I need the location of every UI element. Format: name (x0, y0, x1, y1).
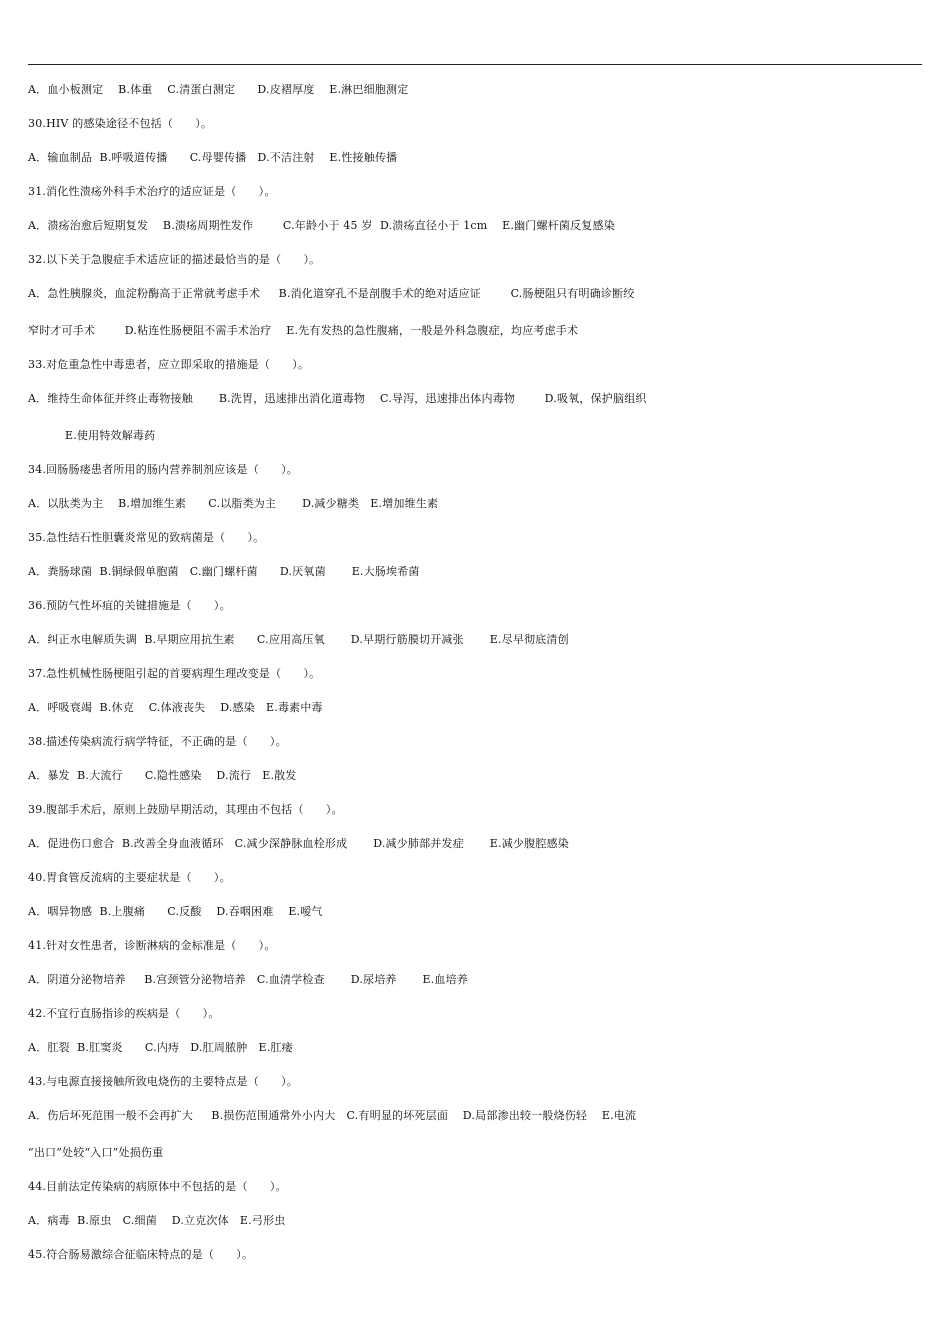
question-41: 41.针对女性患者，诊断淋病的金标准是（ ）。 (28, 939, 276, 952)
options-line-36: A．纠正水电解质失调 B.早期应用抗生素 C.应用高压氧 D.早期行筋膜切开减张 E.尽早彻底清创 (28, 633, 569, 646)
question-38: 38.描述传染病流行病学特征，不正确的是（ ）。 (28, 735, 287, 748)
question-37: 37.急性机械性肠梗阻引起的首要病理生理改变是（ ）。 (28, 667, 321, 680)
options-line-35: A．粪肠球菌 B.铜绿假单胞菌 C.幽门螺杆菌 D.厌氧菌 E.大肠埃希菌 (28, 565, 420, 578)
question-45: 45.符合肠易激综合征临床特点的是（ ）。 (28, 1248, 254, 1261)
question-30: 30.HIV 的感染途径不包括（ ）。 (28, 117, 213, 130)
question-42: 42.不宜行直肠指诊的疾病是（ ）。 (28, 1007, 220, 1020)
question-44: 44.目前法定传染病的病原体中不包括的是（ ）。 (28, 1180, 287, 1193)
question-33: 33.对危重急性中毒患者，应立即采取的措施是（ ）。 (28, 358, 310, 371)
question-36: 36.预防气性坏疽的关键措施是（ ）。 (28, 599, 231, 612)
question-39: 39.腹部手术后，原则上鼓励早期活动，其理由不包括（ ）。 (28, 803, 343, 816)
options-line-32-b: 窄时才可手术 D.粘连性肠梗阻不需手术治疗 E.先有发热的急性腹痛，一般是外科急腹症，均应考虑手术 (28, 324, 579, 337)
options-line-43-a: A．伤后坏死范围一般不会再扩大 B.损伤范围通常外小内大 C.有明显的坏死层面 D.局部渗出较一般烧伤轻 E.电流 (28, 1109, 637, 1122)
options-line-30: A．输血制品 B.呼吸道传播 C.母婴传播 D.不洁注射 E.性接触传播 (28, 151, 398, 164)
options-line-39: A．促进伤口愈合 B.改善全身血液循环 C.减少深静脉血栓形成 D.减少肺部并发症 E.减少腹腔感染 (28, 837, 569, 850)
options-line-38: A．暴发 B.大流行 C.隐性感染 D.流行 E.散发 (28, 769, 297, 782)
question-list (28, 73, 928, 1272)
options-line-40: A．咽异物感 B.上腹痛 C.反酸 D.吞咽困难 E.嗳气 (28, 905, 323, 918)
options-line-43-b: “出口”处较“入口”处损伤重 (28, 1146, 164, 1159)
options-line-31: A．溃疡治愈后短期复发 B.溃疡周期性发作 C.年龄小于 45 岁 D.溃疡直径小于 1cm E.幽门螺杆菌反复感染 (28, 219, 615, 232)
question-32: 32.以下关于急腹症手术适应证的描述最恰当的是（ ）。 (28, 253, 321, 266)
options-line-37: A．呼吸衰竭 B.休克 C.体液丧失 D.感染 E.毒素中毒 (28, 701, 323, 714)
question-35: 35.急性结石性胆囊炎常见的致病菌是（ ）。 (28, 531, 265, 544)
question-40: 40.胃食管反流病的主要症状是（ ）。 (28, 871, 231, 884)
options-line-34: A．以肽类为主 B.增加维生素 C.以脂类为主 D.减少糖类 E.增加维生素 (28, 497, 439, 510)
options-line-44: A．病毒 B.原虫 C.细菌 D.立克次体 E.弓形虫 (28, 1214, 286, 1227)
options-line-41: A．阴道分泌物培养 B.宫颈管分泌物培养 C.血清学检查 D.尿培养 E.血培养 (28, 973, 469, 986)
question-43: 43.与电源直接接触所致电烧伤的主要特点是（ ）。 (28, 1075, 298, 1088)
options-line-33-b: E.使用特效解毒药 (65, 429, 156, 442)
options-line-33-a: A．维持生命体征并终止毒物接触 B.洗胃，迅速排出消化道毒物 C.导泻，迅速排出体内毒物 D.吸氧，保护脑组织 (28, 392, 647, 405)
options-line-29: A．血小板测定 B.体重 C.清蛋白测定 D.皮褶厚度 E.淋巴细胞测定 (28, 83, 409, 96)
question-31: 31.消化性溃疡外科手术治疗的适应证是（ ）。 (28, 185, 276, 198)
question-34: 34.回肠肠瘘患者所用的肠内营养制剂应该是（ ）。 (28, 463, 298, 476)
header-rule (28, 64, 922, 65)
options-line-32-a: A．急性胰腺炎，血淀粉酶高于正常就考虑手术 B.消化道穿孔不是剖腹手术的绝对适应证 C.肠梗阻只有明确诊断绞 (28, 287, 635, 300)
options-line-42: A．肛裂 B.肛窦炎 C.内痔 D.肛周脓肿 E.肛瘘 (28, 1041, 293, 1054)
